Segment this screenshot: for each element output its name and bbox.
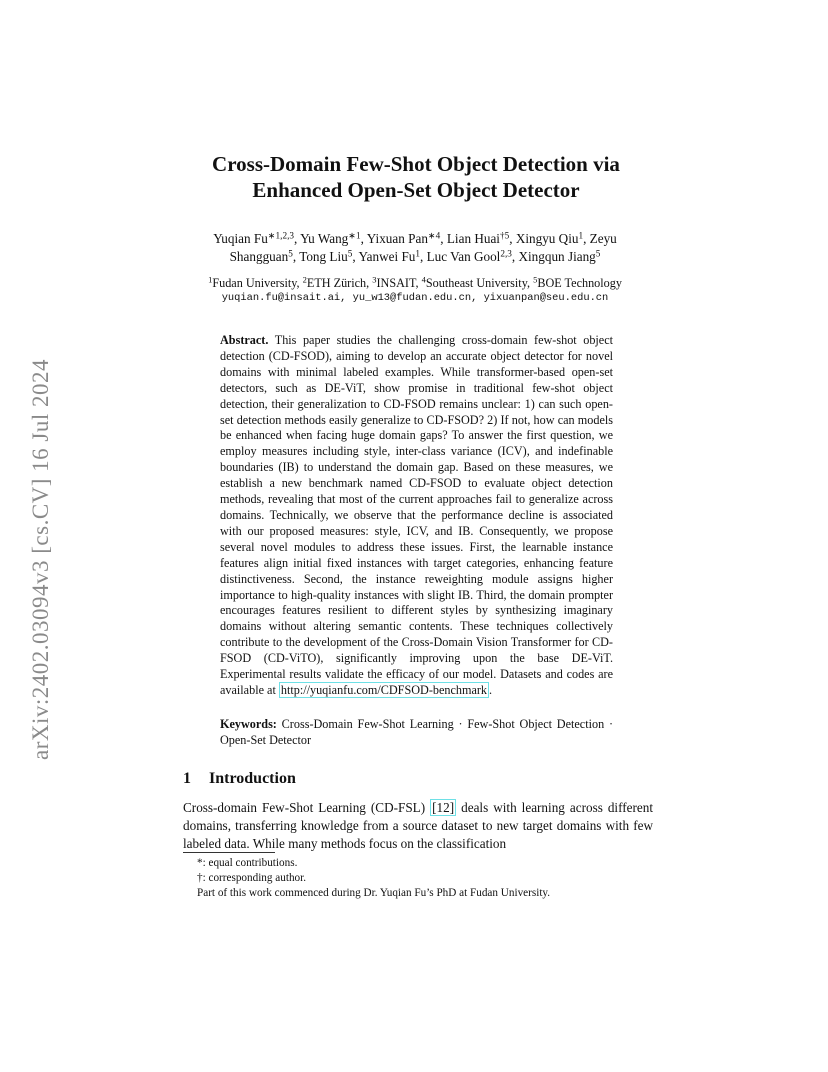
authors-line-2	[150, 248, 680, 266]
author-separator: ,	[360, 231, 367, 246]
title-line-2: Enhanced Open-Set Object Detector	[252, 178, 580, 202]
author-separator: ,	[511, 249, 519, 264]
author-name: Xingyu Qiu	[515, 231, 579, 246]
citation-link[interactable]: [12]	[432, 800, 455, 815]
author-name: Yixuan Pan	[366, 231, 428, 246]
author-name: Xingqun Jiang	[518, 249, 596, 264]
intro-text-after-cite: deals with learning across different domains, transferring knowledge from a source dataset to new target domains with few labeled data. While many methods focus on the classification	[183, 800, 654, 851]
author-name: Luc Van Gool	[426, 249, 501, 264]
author-affiliation-marker: 5	[288, 248, 293, 259]
section-title: Introduction	[209, 770, 296, 787]
affiliation-marker: 3	[372, 274, 377, 285]
author-separator: ,	[352, 249, 359, 264]
paper-title	[140, 151, 692, 203]
affiliation-separator: ,	[296, 276, 303, 290]
keywords	[220, 717, 613, 749]
affiliation-separator: ,	[527, 276, 534, 290]
affiliation-name: INSAIT	[376, 276, 416, 290]
author-separator: ,	[583, 231, 590, 246]
footnote-rule	[183, 852, 275, 853]
keywords-text: Cross-Domain Few-Shot Learning · Few-Shot Object Detection · Open-Set Detector	[220, 717, 614, 747]
author-name: Shangguan	[229, 249, 289, 264]
author-name: Yu Wang	[300, 231, 349, 246]
footnotes	[197, 856, 653, 901]
abstract-text: This paper studies the challenging cross-domain few-shot object detection (CD-FSOD), aiming to develop an accurate object detector for novel domains with minimal labeled examples. While transformer-based open-set detectors, such as DE-ViT, show promise in traditional few-shot object detection, their generalization to CD-FSOD remains unclear: 1) can such open-set detection methods easily generalize to CD-FSOD? 2) If not, how can models be enhanced when facing huge domain gaps? To answer the first question, we employ measures including style, inter-class variance (ICV), and indefinable boundaries (IB) to understand the domain gap. Based on these measures, we establish a new benchmark named CD-FSOD to evaluate object detection methods, revealing that most of the current approaches fail to generalize across domains. Technically, we observe that the performance decline is associated with our proposed measures: style, ICV, and IB. Consequently, we propose several novel modules to address these issues. First, the learnable instance features align initial fixed instances with target categories, enhancing feature distinctiveness. Second, the instance reweighting module assigns higher importance to high-quality instances with slight IB. Third, the domain prompter encourages features resilient to different styles by synthesizing imaginary domains without altering semantic contents. These techniques collectively contribute to the development of the Cross-Domain Vision Transformer for CD-FSOD (CD-ViTO), significantly improving upon the base DE-ViT. Experimental results validate the efficacy of our model. Datasets and codes are available at	[220, 333, 614, 697]
author-affiliation-marker: 1	[415, 248, 420, 259]
affiliations	[150, 275, 680, 291]
affiliation-marker: 5	[533, 274, 538, 285]
author-affiliation-marker: 1	[578, 230, 584, 241]
author-affiliation-marker: 5	[595, 248, 601, 259]
keywords-label: Keywords:	[220, 717, 277, 731]
affiliation-name: Fudan University	[212, 276, 297, 290]
author-name: Yuqian Fu	[213, 231, 268, 246]
author-affiliation-marker: 5	[347, 248, 353, 259]
affiliation-marker: 1	[208, 274, 213, 285]
author-emails: yuqian.fu@insait.ai, yu_w13@fudan.edu.cn, yixuanpan@seu.edu.cn	[221, 292, 609, 304]
author-affiliation-marker: ∗1	[348, 230, 361, 241]
affiliation-name: ETH Zürich	[306, 276, 367, 290]
benchmark-link[interactable]: http://yuqianfu.com/CDFSOD-benchmark	[280, 682, 488, 697]
introduction-paragraph	[183, 799, 653, 852]
affiliation-name: Southeast University	[425, 276, 527, 290]
authors-line-1	[150, 230, 680, 248]
author-separator: ,	[440, 231, 447, 246]
author-affiliation-marker: 2,3	[500, 248, 512, 259]
author-list	[150, 230, 680, 266]
footnote-equal-contribution: *: equal contributions.	[197, 857, 298, 869]
affiliation-marker: 2	[302, 274, 307, 285]
affiliation-separator: ,	[366, 276, 373, 290]
author-separator: ,	[292, 249, 300, 264]
author-affiliation-marker: ∗4	[427, 230, 441, 241]
author-affiliation-marker: ∗1,2,3	[267, 230, 295, 241]
section-heading-introduction	[183, 769, 653, 789]
author-separator: ,	[294, 231, 301, 246]
arxiv-identifier-stamp: arXiv:2402.03094v3 [cs.CV] 16 Jul 2024	[28, 358, 53, 760]
abstract-label: Abstract.	[220, 333, 269, 347]
affiliation-separator: ,	[415, 276, 422, 290]
author-separator: ,	[509, 231, 516, 246]
section-number: 1	[183, 770, 191, 787]
affiliation-name: BOE Technology	[537, 276, 622, 290]
abstract-tail: .	[489, 682, 493, 697]
author-name: Tong Liu	[299, 249, 348, 264]
author-separator: ,	[420, 249, 427, 264]
footnote-corresponding-author: †: corresponding author.	[197, 872, 307, 884]
affiliation-marker: 4	[421, 274, 426, 285]
title-line-1: Cross-Domain Few-Shot Object Detection via	[212, 152, 620, 176]
author-name: Zeyu	[589, 231, 617, 246]
abstract	[220, 333, 613, 699]
author-affiliation-marker: †5	[499, 230, 510, 241]
footnote-work-note: Part of this work commenced during Dr. Yuqian Fu’s PhD at Fudan University.	[197, 887, 551, 899]
author-name: Yanwei Fu	[358, 249, 416, 264]
intro-text-before-cite: Cross-domain Few-Shot Learning (CD-FSL)	[183, 800, 426, 815]
author-name: Lian Huai	[446, 231, 500, 246]
